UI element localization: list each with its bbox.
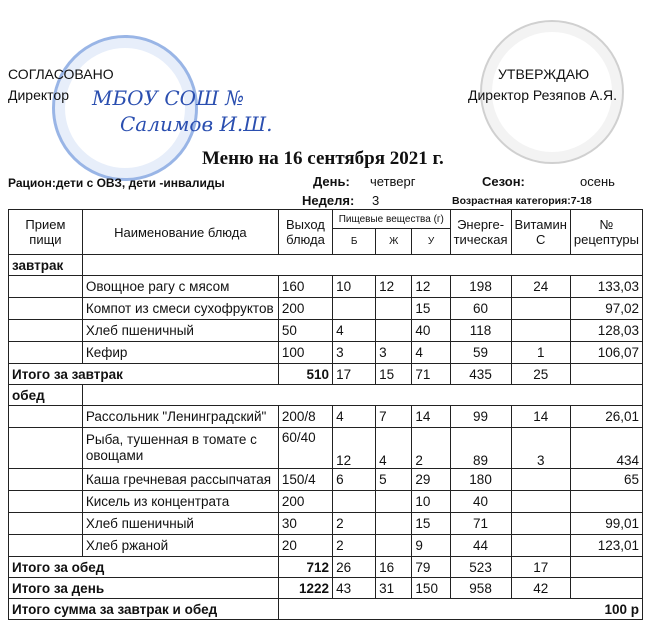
lunch-label: обед [9,385,83,406]
dish-u: 14 [412,406,450,428]
signature-left-bottom: Салимов И.Ш. [120,112,273,136]
total-z: 16 [376,557,412,578]
diet-label: Рацион:дети с ОВЗ, дети -инвалиды [8,176,225,190]
table-row [9,276,643,298]
dish-output: 30 [278,513,332,535]
dish-name: Каша гречневая рассыпчатая [82,469,278,491]
dish-energy: 60 [450,298,511,320]
breakfast-total-row [9,364,643,385]
dish-vitamin: 14 [511,406,570,428]
dish-vitamin: 1 [511,342,570,364]
col-name: Наименование блюда [82,210,278,255]
dish-output: 50 [278,320,332,342]
breakfast-label: завтрак [9,255,83,276]
empty-cell [82,255,642,276]
total-output: 712 [278,557,332,578]
week-value: 3 [372,193,380,208]
total-label: Итого за завтрак [9,364,279,385]
dish-u: 40 [412,320,450,342]
dish-name: Рыба, тушенная в томате с овощами [82,428,278,469]
agreed-label: СОГЛАСОВАНО [8,66,114,82]
lunch-section-row [9,385,643,406]
dish-energy: 198 [450,276,511,298]
dish-output: 20 [278,535,332,557]
dish-u: 10 [412,491,450,513]
col-recipe: № рецептуры [570,210,642,255]
dish-z [376,535,412,557]
col-vitamin: Витамин С [511,210,570,255]
dish-energy: 118 [450,320,511,342]
empty-cell [9,320,83,342]
dish-recipe: 97,02 [570,298,642,320]
dish-vitamin: 24 [511,276,570,298]
total-energy: 958 [450,578,511,599]
empty-cell [9,298,83,320]
dish-output: 150/4 [278,469,332,491]
dish-recipe: 65 [570,469,642,491]
total-z: 31 [376,578,412,599]
dish-b: 10 [333,276,376,298]
empty-cell [570,557,642,578]
total-output: 510 [278,364,332,385]
dish-u: 15 [412,513,450,535]
dish-b: 6 [333,469,376,491]
dish-recipe: 128,03 [570,320,642,342]
table-row [9,491,643,513]
dish-b: 3 [333,342,376,364]
dish-b: 4 [333,320,376,342]
dish-output: 100 [278,342,332,364]
dish-energy: 44 [450,535,511,557]
total-u: 79 [412,557,450,578]
day-value: четверг [370,174,416,189]
dish-vitamin [511,320,570,342]
dish-recipe: 123,01 [570,535,642,557]
dish-vitamin: 3 [511,428,570,469]
dish-u: 4 [412,342,450,364]
dish-recipe: 99,01 [570,513,642,535]
season-label: Сезон: [482,174,525,189]
grand-total-row [9,599,643,620]
dish-name: Хлеб пшеничный [82,513,278,535]
dish-vitamin [511,298,570,320]
empty-cell [9,491,83,513]
dish-z [376,298,412,320]
dish-b: 4 [333,406,376,428]
lunch-total-row [9,557,643,578]
dish-b: 2 [333,513,376,535]
dish-z: 5 [376,469,412,491]
empty-cell [9,513,83,535]
dish-recipe [570,491,642,513]
dish-recipe: 26,01 [570,406,642,428]
dish-vitamin [511,513,570,535]
dish-output: 200/8 [278,406,332,428]
dish-name: Овощное рагу с мясом [82,276,278,298]
table-row [9,298,643,320]
dish-name: Хлеб пшеничный [82,320,278,342]
dish-z: 7 [376,406,412,428]
dish-output: 160 [278,276,332,298]
dish-energy: 99 [450,406,511,428]
dish-recipe: 106,07 [570,342,642,364]
total-u: 71 [412,364,450,385]
dish-energy: 59 [450,342,511,364]
total-label: Итого за обед [9,557,279,578]
total-output: 1222 [278,578,332,599]
empty-cell [9,276,83,298]
dish-z: 12 [376,276,412,298]
dish-u: 2 [412,428,450,469]
dish-energy: 71 [450,513,511,535]
dish-b: 2 [333,535,376,557]
col-b: Б [333,229,376,255]
week-label: Неделя: [302,193,355,208]
dish-name: Хлеб ржаной [82,535,278,557]
col-output: Выход блюда [278,210,332,255]
dish-energy: 89 [450,428,511,469]
empty-cell [570,578,642,599]
dish-name: Рассольник "Ленинградский" [82,406,278,428]
day-label: День: [313,174,350,189]
signature-left-top: МБОУ СОШ № [92,86,245,110]
dish-recipe: 434 [570,428,642,469]
season-value: осень [580,174,615,189]
empty-cell [570,364,642,385]
table-row [9,342,643,364]
dish-vitamin [511,469,570,491]
dish-z [376,491,412,513]
empty-cell [9,469,83,491]
col-z: Ж [376,229,412,255]
total-z: 15 [376,364,412,385]
total-vitamin: 17 [511,557,570,578]
total-energy: 435 [450,364,511,385]
empty-cell [9,535,83,557]
grand-total-label: Итого сумма за завтрак и обед [9,599,279,620]
empty-cell [9,406,83,428]
dish-output: 200 [278,298,332,320]
total-u: 150 [412,578,450,599]
table-row [9,428,643,469]
empty-cell [9,342,83,364]
col-u: У [412,229,450,255]
dish-vitamin [511,535,570,557]
empty-cell [82,385,642,406]
col-energy: Энерге-тическая [450,210,511,255]
dish-output: 200 [278,491,332,513]
dish-u: 29 [412,469,450,491]
director-left-label: Директор [8,87,69,103]
dish-energy: 40 [450,491,511,513]
dish-vitamin [511,491,570,513]
total-b: 26 [333,557,376,578]
dish-output: 60/40 [278,428,332,469]
dish-b [333,298,376,320]
table-row [9,535,643,557]
page-title: Меню на 16 сентября 2021 г. [202,148,444,169]
menu-table [8,209,643,620]
total-vitamin: 25 [511,364,570,385]
dish-name: Компот из смеси сухофруктов [82,298,278,320]
table-row [9,513,643,535]
total-b: 17 [333,364,376,385]
dish-b: 12 [333,428,376,469]
day-total-row [9,578,643,599]
table-row [9,469,643,491]
director-right-label: Директор Резяпов А.Я. [468,87,617,103]
table-header-row [9,210,643,229]
grand-total-value: 100 р [278,599,642,620]
dish-z: 4 [376,428,412,469]
table-row [9,320,643,342]
dish-z: 3 [376,342,412,364]
dish-z [376,320,412,342]
total-energy: 523 [450,557,511,578]
dish-name: Кисель из концентрата [82,491,278,513]
dish-b [333,491,376,513]
table-row [9,406,643,428]
approve-label: УТВЕРЖДАЮ [498,66,590,82]
dish-u: 12 [412,276,450,298]
total-b: 43 [333,578,376,599]
total-label: Итого за день [9,578,279,599]
empty-cell [9,428,83,469]
dish-z [376,513,412,535]
dish-energy: 180 [450,469,511,491]
dish-u: 9 [412,535,450,557]
dish-recipe: 133,03 [570,276,642,298]
col-nutrients: Пищевые вещества (г) [333,210,451,229]
dish-u: 15 [412,298,450,320]
col-meal: Прием пищи [9,210,83,255]
total-vitamin: 42 [511,578,570,599]
age-category: Возрастная категория:7-18 [452,195,592,207]
breakfast-section-row [9,255,643,276]
dish-name: Кефир [82,342,278,364]
